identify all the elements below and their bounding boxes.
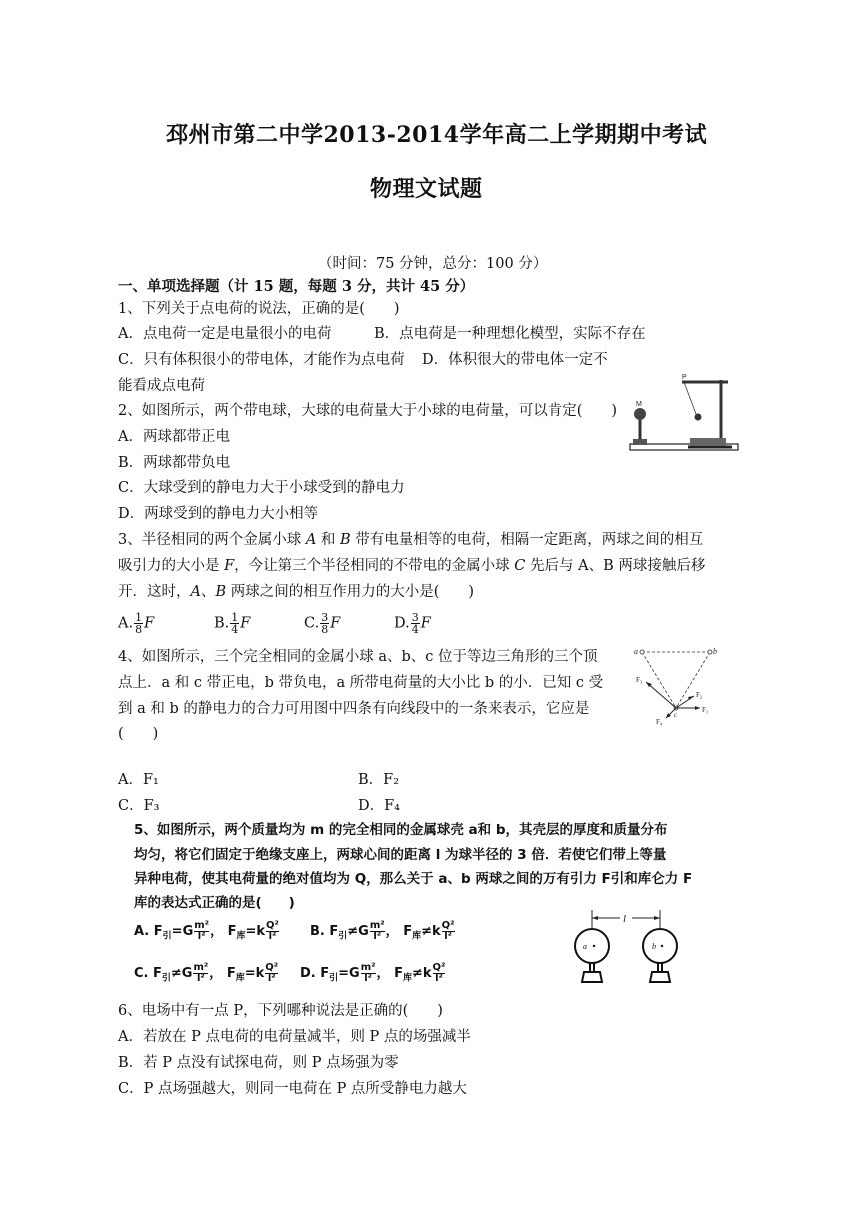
option-label: D. (394, 615, 410, 632)
q4-fig-f2: F₂ (696, 691, 703, 699)
q2-option-d: D．两球受到的静电力大小相等 (118, 506, 319, 522)
option-label: B. (310, 924, 325, 939)
denominator: 4 (231, 623, 239, 636)
q1-option-b: B．点电荷是一种理想化模型，实际不存在 (374, 326, 646, 342)
q3-option-c (304, 612, 340, 635)
q4-option-c: C．F₃ (118, 798, 160, 814)
q3-line-3 (118, 582, 474, 602)
option-label: C. (134, 966, 149, 981)
q3-ball-a: A (305, 532, 317, 548)
force-symbol: F (144, 615, 155, 632)
q5-line-3: 异种电荷，使其电荷量的绝对值均为 Q，那么关于 a、b 两球之间的万有引力 F引和库仑力 F (134, 871, 693, 887)
q3-text: 吸引力的大小是 (118, 558, 225, 574)
q4-figure (628, 644, 728, 730)
option-label: C. (304, 615, 320, 632)
q6-option-a: A．若放在 P 点电荷的电荷量减半，则 P 点的场强减半 (118, 1029, 471, 1045)
q2-option-c: C．大球受到的静电力大于小球受到的静电力 (118, 480, 405, 496)
q5-option-c: C. $F_引\ne G$ $\frac{\text{m²}}{\text{l²}}$， $F_库=k$ $\frac{\text{Q²}}{\text{l²}}$ (134, 962, 279, 984)
q5-figure (566, 908, 696, 988)
q4-option-d: D．F₄ (358, 798, 400, 814)
q6-option-b: B．若 P 点没有试探电荷，则 P 点场强为零 (118, 1055, 399, 1071)
q3-ball-b: B (340, 532, 351, 548)
q1-option-d: D．体积很大的带电体一定不 (422, 352, 608, 368)
q5-line-2: 均匀，将它们固定于绝缘支座上，两球心间的距离 l 为球半径的 3 倍．若使它们带上等量 (134, 847, 667, 863)
q3-option-a (118, 612, 154, 635)
q4-fig-a: a (634, 647, 638, 656)
q1-option-a: A．点电荷一定是电量很小的电荷 (118, 326, 332, 342)
q3-text: A (190, 584, 201, 600)
q3-text: 带有电量相等的电荷，相隔一定距离，两球之间的相互 (350, 532, 704, 548)
q4-fig-f1: F₁ (702, 706, 709, 714)
numerator: 3 (321, 611, 329, 624)
q2-figure (628, 372, 740, 458)
exam-meta: （时间：75 分钟，总分：100 分） (318, 256, 548, 272)
fraction (411, 612, 420, 635)
section-heading: 一、单项选择题（计 15 题，每题 3 分，共计 45 分） (118, 278, 475, 295)
force-symbol: F (240, 615, 251, 632)
q3-force: F (224, 558, 235, 574)
q3-text: 先后与 A、B 两球接触后移 (525, 558, 706, 574)
q2-fig-label-p: P (682, 374, 687, 381)
option-label: A. (134, 924, 150, 939)
q3-text: 3、半径相同的两个金属小球 (118, 532, 306, 548)
q5-line-4: 库的表达式正确的是( ) (134, 895, 295, 911)
force-symbol: F (420, 615, 431, 632)
q5-option-d: D. $F_引=G$ $\frac{\text{m²}}{\text{l²}}$， $F_库\ne k$ $\frac{\text{Q²}}{\text{l²}}$ (300, 962, 446, 984)
q5-fig-l: l (623, 913, 627, 925)
option-label: B. (214, 615, 230, 632)
q5-option-b: B. $F_引\ne G$ $\frac{\text{m²}}{\text{l²}}$， $F_库\ne k$ $\frac{\text{Q²}}{\text{l²}}$ (310, 920, 455, 942)
q4-fig-f4: F₄ (656, 718, 663, 726)
denominator: 8 (135, 623, 143, 636)
q2-option-a: A．两球都带正电 (118, 429, 230, 445)
option-label: D. (300, 966, 316, 981)
q4-option-a: A．F₁ (118, 772, 159, 788)
q3-option-d (394, 612, 431, 635)
q3-line-2 (118, 556, 705, 576)
option-label: A. (118, 615, 134, 632)
q3-option-b (214, 612, 250, 635)
q3-ball-c: C (514, 558, 526, 574)
numerator: 1 (231, 611, 239, 624)
fraction (320, 612, 329, 635)
q3-text: 开．这时， (118, 584, 191, 600)
q4-option-b: B．F₂ (358, 772, 400, 788)
denominator: 4 (411, 623, 419, 636)
force-symbol: F (330, 615, 341, 632)
q5-line-1: 5、如图所示，两个质量均为 m 的完全相同的金属球壳 a和 b，其壳层的厚度和质量分布 (134, 822, 668, 838)
q4-fig-f3: F₃ (636, 676, 643, 684)
q4-line-2: 点上．a 和 c 带正电，b 带负电，a 所带电荷量的大小比 b 的小．已知 c 受 (118, 675, 604, 691)
q2-option-b: B．两球都带负电 (118, 455, 231, 471)
q4-line-1: 4、如图所示，三个完全相同的金属小球 a、b、c 位于等边三角形的三个顶 (118, 649, 598, 665)
q5-fig-b: b (652, 942, 656, 951)
q4-fig-c: c (674, 711, 678, 719)
q1-stem: 1、下列关于点电荷的说法，正确的是( ) (118, 301, 400, 317)
q5-fig-a: a (583, 942, 587, 951)
fraction (230, 612, 239, 635)
page-subtitle: 物理文试题 (370, 176, 483, 202)
fraction (134, 612, 143, 635)
q3-text: ，今让第三个半径相同的不带电的金属小球 (234, 558, 515, 574)
q3-line-1 (118, 530, 703, 550)
q3-text: 、 (200, 584, 216, 600)
q3-text: 两球之间的相互作用力的大小是( ) (226, 584, 475, 600)
q2-stem: 2、如图所示，两个带电球，大球的电荷量大于小球的电荷量，可以肯定( ) (118, 403, 618, 419)
numerator: 1 (135, 611, 143, 624)
q6-option-c: C．P 点场强越大，则同一电荷在 P 点所受静电力越大 (118, 1081, 467, 1097)
q6-stem: 6、电场中有一点 P，下列哪种说法是正确的( ) (118, 1003, 443, 1019)
q4-line-4: ( ) (118, 726, 159, 742)
denominator: 8 (321, 623, 329, 636)
q1-option-d-cont: 能看成点电荷 (118, 378, 205, 394)
numerator: 3 (411, 611, 419, 624)
q3-text: B (215, 584, 227, 600)
q4-line-3: 到 a 和 b 的静电力的合力可用图中四条有向线段中的一条来表示，它应是 (118, 701, 590, 717)
q5-option-a: A. $F_引=G$ $\frac{\text{m²}}{\text{l²}}$， $F_库=k$ $\frac{\text{Q²}}{\text{l²}}$ (134, 920, 279, 942)
page-title: 邳州市第二中学2013-2014学年高二上学期期中考试 (166, 122, 708, 148)
q1-option-c: C．只有体积很小的带电体，才能作为点电荷 (118, 352, 405, 368)
q2-fig-label-m: M (636, 401, 642, 408)
q4-fig-b: b (713, 647, 717, 656)
q3-text: 和 (316, 532, 341, 548)
